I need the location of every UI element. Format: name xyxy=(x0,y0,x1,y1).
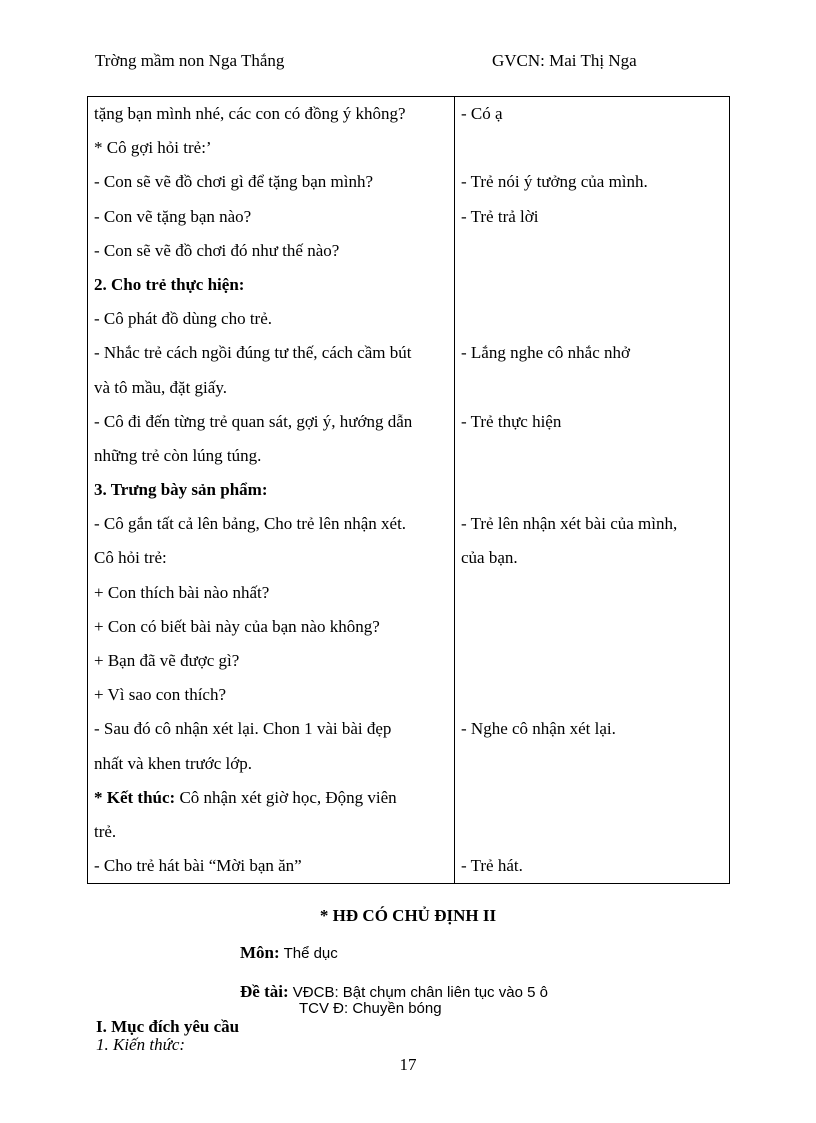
child-activity-line xyxy=(461,815,723,849)
line-text: * Cô gợi hỏi trẻ:’ xyxy=(94,138,212,158)
child-activity-line xyxy=(461,131,723,165)
line-text: - Cô đi đến từng trẻ quan sát, gợi ý, hướng dẫn xyxy=(94,411,413,431)
subject-line xyxy=(240,943,338,963)
teacher-activity-line xyxy=(94,576,448,610)
child-activity-line xyxy=(461,610,723,644)
topic-line xyxy=(240,982,548,1002)
teacher-activity-line xyxy=(94,336,448,370)
line-text: - Cô gắn tất cả lên bảng, Cho trẻ lên nhận xét. xyxy=(94,514,407,534)
teacher-activity-line xyxy=(94,97,448,131)
teacher-activity-line xyxy=(94,131,448,165)
section-subheading: 1. Kiến thức: xyxy=(96,1035,186,1054)
table-row xyxy=(88,97,730,884)
teacher-activity-line xyxy=(94,165,448,199)
page-number: 17 xyxy=(399,1055,417,1074)
teacher-activity-cell xyxy=(88,97,455,884)
topic-label: Đề tài: xyxy=(240,982,289,1001)
child-activity-line xyxy=(461,678,723,712)
topic-value: VĐCB: Bật chụm chân liên tục vào 5 ô xyxy=(288,984,548,1001)
teacher-activity-line xyxy=(94,234,448,268)
child-activity-line xyxy=(461,576,723,610)
line-text: - Con sẽ vẽ đồ chơi đó như thế nào? xyxy=(94,240,340,260)
line-text: + Con thích bài nào nhất? xyxy=(94,582,270,602)
teacher-activity-line xyxy=(94,712,448,746)
child-activity-line: - Lắng nghe cô nhắc nhở xyxy=(461,343,631,363)
topic-game-line: TCV Đ: Chuyền bóng xyxy=(299,1000,442,1017)
teacher-activity-line xyxy=(94,644,448,678)
child-activity-line xyxy=(461,302,723,336)
child-activity-line xyxy=(461,371,723,405)
subject-value: Thể dục xyxy=(279,945,338,962)
subject-label: Môn: xyxy=(240,943,280,962)
header-teacher: GVCN: Mai Thị Nga xyxy=(492,51,637,70)
line-text: - Con vẽ tặng bạn nào? xyxy=(94,206,252,226)
child-activity-line xyxy=(461,747,723,781)
line-text: nhất và khen trước lớp. xyxy=(94,753,252,773)
child-activity-line xyxy=(461,473,723,507)
teacher-activity-line xyxy=(94,747,448,781)
line-text: và tô mầu, đặt giấy. xyxy=(94,377,227,397)
lesson-plan-table xyxy=(87,96,730,884)
teacher-activity-line xyxy=(94,268,448,302)
line-text: - Cô phát đồ dùng cho trẻ. xyxy=(94,309,272,329)
child-activity-line: - Nghe cô nhận xét lại. xyxy=(461,719,616,739)
teacher-activity-line xyxy=(94,473,448,507)
header-school: Trờng mầm non Nga Thắng xyxy=(95,51,285,70)
child-activity-line: - Trẻ trả lời xyxy=(461,206,539,226)
child-activity-line xyxy=(461,234,723,268)
line-text: + Vì sao con thích? xyxy=(94,685,227,705)
child-activity-line xyxy=(461,644,723,678)
line-text: những trẻ còn lúng túng. xyxy=(94,445,262,465)
child-activity-line xyxy=(461,781,723,815)
line-text: - Con sẽ vẽ đồ chơi gì để tặng bạn mình? xyxy=(94,172,374,192)
line-text: - Cho trẻ hát bài “Mời bạn ăn” xyxy=(94,856,302,876)
line-text: Cô hỏi trẻ: xyxy=(94,548,167,568)
child-activity-line: - Trẻ thực hiện xyxy=(461,411,562,431)
child-activity-line: - Trẻ hát. xyxy=(461,856,523,876)
teacher-activity-line xyxy=(94,849,448,883)
child-activity-line: - Trẻ nói ý tưởng của mình. xyxy=(461,172,648,192)
teacher-activity-line xyxy=(94,302,448,336)
teacher-activity-line xyxy=(94,781,448,815)
teacher-activity-line xyxy=(94,439,448,473)
teacher-activity-line xyxy=(94,200,448,234)
line-bold-prefix: * Kết thúc: xyxy=(94,787,176,807)
teacher-activity-line xyxy=(94,507,448,541)
line-text: tặng bạn mình nhé, các con có đồng ý không? xyxy=(94,104,406,123)
teacher-activity-line xyxy=(94,405,448,439)
line-text: - Sau đó cô nhận xét lại. Chon 1 vài bài đẹp xyxy=(94,719,392,739)
section-heading: I. Mục đích yêu cầu xyxy=(96,1017,240,1036)
teacher-activity-line xyxy=(94,541,448,575)
teacher-activity-line xyxy=(94,371,448,405)
child-activity-line xyxy=(461,268,723,302)
teacher-activity-line xyxy=(94,678,448,712)
child-activity-line xyxy=(461,439,723,473)
child-activity-line: - Có ạ xyxy=(461,104,503,123)
line-text: 2. Cho trẻ thực hiện: xyxy=(94,274,245,294)
activity-title: * HĐ CÓ CHỦ ĐỊNH II xyxy=(319,906,497,925)
teacher-activity-line xyxy=(94,610,448,644)
line-text: Cô nhận xét giờ học, Động viên xyxy=(175,787,397,807)
line-text: - Nhắc trẻ cách ngồi đúng tư thế, cách cầm bút xyxy=(94,343,412,363)
teacher-activity-line xyxy=(94,815,448,849)
line-text: trẻ. xyxy=(94,821,117,841)
line-text: + Bạn đã vẽ được gì? xyxy=(94,651,240,670)
child-activity-cell xyxy=(455,97,730,884)
child-activity-line: - Trẻ lên nhận xét bài của mình, xyxy=(461,514,678,534)
line-text: + Con có biết bài này của bạn nào không? xyxy=(94,616,380,636)
line-text: 3. Trưng bày sản phẩm: xyxy=(94,480,268,500)
child-activity-line: của bạn. xyxy=(461,548,518,568)
